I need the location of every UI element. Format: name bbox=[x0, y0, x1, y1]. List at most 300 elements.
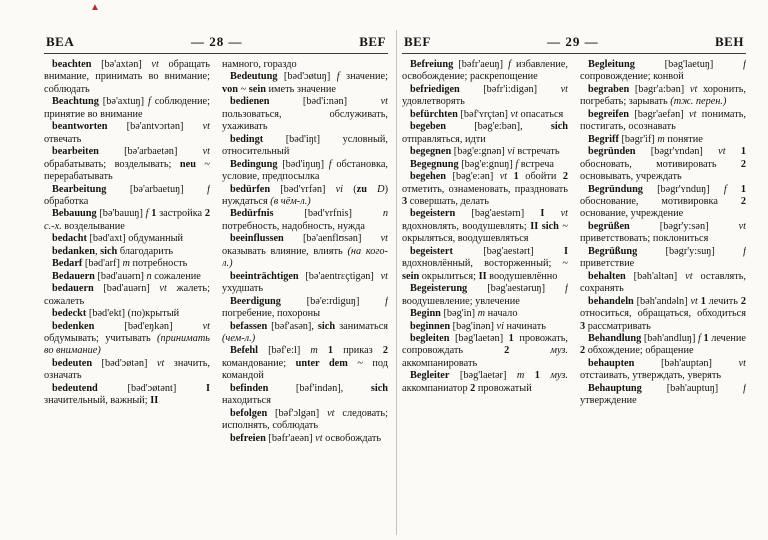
entry-segment: sich bbox=[317, 320, 336, 332]
entry-segment: f bbox=[207, 183, 210, 195]
entry-segment: ~ окрыляться, воодушевляться bbox=[402, 220, 568, 245]
entry-segment: sein bbox=[402, 270, 420, 282]
entry-segment bbox=[540, 370, 550, 381]
entry-segment: 2 bbox=[580, 345, 586, 357]
entry-segment: [bəd'auərn] bbox=[93, 283, 160, 295]
entry-segment: D bbox=[377, 183, 385, 195]
entry-segment: 1 bbox=[740, 183, 746, 195]
entry-segment: II sich bbox=[530, 220, 559, 232]
entry-segment: [bəg'e:bən], bbox=[446, 121, 551, 133]
entry-segment: [bəg'laetər] bbox=[449, 370, 517, 382]
dictionary-entry bbox=[402, 146, 568, 158]
dictionary-entry bbox=[222, 134, 388, 159]
dictionary-entry bbox=[44, 59, 210, 96]
entry-segment: Bedarf bbox=[52, 258, 83, 270]
entry-segment bbox=[727, 184, 741, 195]
entry-segment: [bəd'ʏrfən] bbox=[270, 183, 336, 195]
entry-segment: sein bbox=[248, 83, 266, 95]
entry-segment: [bəd'arf] bbox=[82, 258, 123, 270]
entry-segment: f bbox=[385, 295, 388, 307]
entry-segment: погребение, похороны bbox=[222, 308, 321, 320]
page-header-left bbox=[44, 34, 388, 54]
entry-segment: 1 bbox=[327, 345, 334, 357]
entry-segment: провожать, сопровождать bbox=[402, 332, 568, 357]
dictionary-entry bbox=[222, 96, 388, 133]
dictionary-entry bbox=[580, 146, 746, 183]
entry-segment: 3 bbox=[402, 195, 408, 207]
entry-segment: vi bbox=[496, 320, 504, 332]
entry-segment: [bəd'iŋt] условный, относительный bbox=[222, 133, 388, 158]
entry-segment: [bəh'altən] bbox=[625, 270, 686, 282]
dictionary-entry bbox=[222, 159, 388, 184]
entry-segment: приветствие bbox=[580, 258, 635, 270]
guide-word-left: BEA bbox=[46, 34, 75, 49]
entry-segment: Begriff bbox=[588, 133, 619, 145]
entry-segment: bedenken bbox=[52, 320, 95, 332]
entry-segment: begehen bbox=[410, 171, 447, 183]
entry-segment: [bəgr'ʏndən] bbox=[635, 146, 719, 158]
entry-segment: [bəd'auərn] bbox=[94, 270, 147, 282]
dictionary-entry bbox=[402, 370, 568, 395]
entry-segment: Bebauung bbox=[52, 208, 97, 220]
entry-segment: vt bbox=[327, 407, 335, 419]
entry-segment: f bbox=[743, 245, 746, 257]
entry-segment: 1 bbox=[700, 295, 706, 307]
entry-segment: sich bbox=[550, 121, 568, 133]
entry-segment: Bedauern bbox=[52, 270, 95, 282]
entry-segment bbox=[509, 345, 550, 356]
entry-segment: II bbox=[478, 270, 487, 282]
entry-segment: von bbox=[222, 83, 239, 95]
entry-segment: f bbox=[723, 183, 727, 195]
entry-segment: воодушевлённо bbox=[486, 270, 558, 282]
text-column-1 bbox=[402, 59, 568, 537]
dictionary-entry bbox=[580, 333, 746, 358]
dictionary-entry bbox=[222, 271, 388, 296]
entry-segment: пользоваться, обслуживать, ухаживать bbox=[222, 108, 388, 133]
entry-segment: основание, учреждение bbox=[580, 208, 684, 220]
text-column-2 bbox=[580, 59, 746, 537]
entry-segment: отстаивать, утверждать, уверять bbox=[580, 370, 722, 382]
text-column-1 bbox=[44, 59, 210, 537]
entry-segment: Begründung bbox=[588, 183, 643, 195]
entry-segment: 2 bbox=[740, 195, 746, 207]
entry-segment: bearbeiten bbox=[52, 146, 99, 158]
entry-segment: zu bbox=[356, 183, 367, 195]
entry-segment: bedürfen bbox=[230, 183, 271, 195]
dictionary-entry bbox=[402, 208, 568, 245]
dictionary-entry bbox=[222, 433, 388, 445]
entry-segment: I bbox=[563, 245, 568, 257]
guide-word-left: BEF bbox=[404, 34, 431, 49]
entry-segment: Begleitung bbox=[588, 59, 635, 70]
dictionary-entry bbox=[402, 109, 568, 121]
entry-segment: bedauern bbox=[52, 283, 94, 295]
page-right bbox=[402, 34, 746, 537]
entry-segment: f bbox=[743, 382, 746, 394]
entry-segment: 2 bbox=[382, 345, 388, 357]
entry-segment: behaupten bbox=[588, 357, 635, 369]
entry-segment: лечить bbox=[705, 295, 741, 307]
entry-segment: ~ под командой bbox=[222, 357, 388, 382]
entry-segment: обоснование, мотивировка bbox=[580, 195, 741, 207]
entry-segment: begrüßen bbox=[588, 220, 630, 232]
entry-segment: 1 bbox=[513, 171, 519, 183]
entry-segment: befassen bbox=[230, 320, 268, 332]
entry-segment: [bəg'aestərn] bbox=[455, 208, 541, 220]
entry-segment: m bbox=[516, 370, 525, 382]
entry-segment: [bəh'auptuŋ] bbox=[641, 382, 744, 394]
entry-segment: bedeutend bbox=[52, 382, 98, 394]
entry-segment: vt bbox=[202, 320, 210, 332]
entry-segment: begeistern bbox=[410, 208, 456, 220]
entry-segment: m bbox=[657, 133, 665, 145]
entry-segment: vt bbox=[202, 121, 210, 133]
entry-segment: совершать, делать bbox=[407, 195, 489, 207]
dictionary-entry bbox=[402, 308, 568, 320]
entry-segment: vt bbox=[202, 146, 210, 158]
entry-segment: vt bbox=[738, 357, 746, 369]
entry-segment: ) нуждаться bbox=[222, 183, 388, 207]
entry-segment: sich bbox=[100, 245, 118, 257]
entry-segment: [bə'bauuŋ] bbox=[96, 208, 146, 220]
entry-segment: 1 bbox=[508, 332, 514, 344]
dictionary-entry bbox=[402, 283, 568, 308]
entry-segment: Begegnung bbox=[410, 158, 459, 170]
entry-segment: neu bbox=[179, 158, 196, 170]
entry-segment: [bəf'e:l] bbox=[258, 345, 311, 357]
dictionary-entry bbox=[222, 321, 388, 346]
page-number: — 28 — bbox=[190, 34, 243, 49]
entry-segment: обращать внимание, принимать во внимание; соблюдать bbox=[44, 59, 210, 95]
page-number: — 29 — bbox=[547, 34, 599, 49]
text-columns bbox=[402, 59, 746, 537]
entry-segment: (на кого-л.) bbox=[222, 245, 388, 270]
entry-segment: утверждение bbox=[580, 395, 637, 407]
entry-segment: отметить, ознаменовать, праздновать bbox=[402, 183, 568, 195]
entry-segment: следовать; исполнять, соблюдать bbox=[222, 407, 388, 432]
entry-segment: beachten bbox=[52, 59, 92, 70]
dictionary-entry bbox=[222, 296, 388, 321]
dictionary-entry bbox=[402, 59, 568, 84]
entry-segment: вдохновлённый, восторженный; ~ bbox=[402, 258, 568, 270]
dictionary-entry bbox=[580, 221, 746, 246]
entry-segment: beantworten bbox=[52, 121, 108, 133]
entry-segment: [bəg'aestərt] bbox=[452, 245, 564, 257]
entry-segment: vt bbox=[380, 233, 388, 245]
entry-segment: [bəgr'y:sən] bbox=[629, 220, 739, 232]
dictionary-entry bbox=[402, 84, 568, 109]
entry-segment: вдохновлять, воодушевлять; bbox=[402, 220, 531, 232]
entry-segment: f bbox=[565, 283, 568, 295]
entry-segment: 2 bbox=[204, 208, 210, 220]
entry-segment: Begleiter bbox=[410, 370, 450, 382]
entry-segment: [bəh'auptən] bbox=[634, 357, 739, 369]
entry-segment: обхождение; обращение bbox=[585, 345, 694, 357]
entry-segment: обосновать, мотивировать bbox=[580, 158, 741, 170]
entry-segment: f bbox=[743, 59, 746, 70]
entry-segment: командование; bbox=[222, 357, 296, 369]
entry-segment: удовлетворять bbox=[402, 96, 465, 108]
entry-segment: [bəg'laetuŋ] bbox=[634, 59, 744, 70]
entry-segment: [bəg'aestəruŋ] bbox=[467, 283, 566, 295]
entry-segment: f bbox=[697, 332, 701, 344]
entry-segment: n bbox=[146, 270, 152, 282]
dictionary-entry bbox=[222, 408, 388, 433]
entry-segment: обойти bbox=[518, 171, 563, 183]
entry-segment bbox=[726, 146, 741, 157]
entry-segment: потребность bbox=[129, 258, 188, 270]
entry-segment: 1 bbox=[534, 370, 540, 382]
entry-segment: befriedigen bbox=[410, 83, 460, 95]
dictionary-entry bbox=[580, 134, 746, 146]
entry-segment: [bəf'indən], bbox=[268, 382, 371, 394]
entry-segment: m bbox=[477, 308, 486, 320]
dictionary-entry bbox=[580, 246, 746, 271]
entry-segment: [bəfr'aeən] bbox=[265, 432, 316, 444]
entry-segment: [bəg'laetən] bbox=[449, 332, 509, 344]
entry-segment: Behandlung bbox=[588, 332, 642, 344]
entry-segment: behalten bbox=[588, 270, 626, 282]
entry-segment: [bəgr'y:suŋ] bbox=[637, 245, 744, 257]
entry-segment: [bəd'i:nən] bbox=[269, 96, 381, 108]
dictionary-entry bbox=[402, 333, 568, 370]
entry-segment: [bə'axtuŋ] bbox=[98, 96, 148, 108]
entry-segment: beeinflussen bbox=[230, 233, 284, 245]
entry-segment: провожатый bbox=[475, 382, 532, 394]
dictionary-entry bbox=[44, 208, 210, 233]
entry-segment: окрылиться; bbox=[419, 270, 479, 282]
entry-segment: аккомпанировать bbox=[402, 357, 478, 369]
entry-segment bbox=[318, 345, 328, 356]
entry-segment: n bbox=[382, 208, 388, 220]
dictionary-entry bbox=[44, 258, 210, 270]
dictionary-entry bbox=[402, 321, 568, 333]
entry-segment: begründen bbox=[588, 146, 636, 158]
entry-segment: 1 bbox=[740, 146, 746, 158]
entry-segment: соблюдение; принятие во внимание bbox=[44, 96, 210, 120]
entry-segment: Beerdigung bbox=[230, 295, 281, 307]
entry-segment: m bbox=[122, 258, 130, 270]
entry-segment: f bbox=[515, 158, 519, 170]
dictionary-entry bbox=[222, 184, 388, 209]
entry-segment: [bəd'ʏrfnis] bbox=[273, 208, 383, 220]
entry-segment: Beginn bbox=[410, 308, 441, 320]
entry-segment: освобождать bbox=[322, 432, 382, 444]
page-header-right bbox=[402, 34, 746, 54]
entry-segment: основывать, учреждать bbox=[580, 171, 682, 183]
entry-segment: обдумывать; учитывать bbox=[44, 332, 158, 344]
entry-segment: Bedingung bbox=[230, 158, 278, 170]
entry-segment: благодарить bbox=[117, 245, 174, 257]
entry-segment: ~ bbox=[238, 83, 249, 95]
entry-segment: vt bbox=[156, 357, 165, 369]
entry-segment: begraben bbox=[588, 83, 630, 95]
dictionary-entry bbox=[44, 321, 210, 358]
entry-segment: 2 bbox=[740, 158, 746, 170]
entry-segment: с.-х. bbox=[44, 220, 62, 232]
entry-segment: муз. bbox=[550, 345, 568, 357]
entry-segment: 1 bbox=[151, 208, 157, 220]
entry-segment: хоронить, погребать; зарывать bbox=[580, 83, 746, 108]
entry-segment: обрабатывать; возделывать; bbox=[44, 158, 180, 170]
entry-segment bbox=[544, 208, 560, 219]
entry-segment: находиться bbox=[222, 395, 271, 407]
entry-segment: лечение bbox=[708, 332, 746, 344]
entry-segment: воодушевление; увлечение bbox=[402, 295, 520, 307]
entry-segment: оказывать влияние, влиять bbox=[222, 245, 348, 257]
entry-segment: [bəh'andluŋ] bbox=[641, 332, 698, 344]
entry-segment: ( bbox=[343, 183, 357, 195]
entry-segment: муз. bbox=[550, 370, 568, 382]
entry-segment: возделывание bbox=[61, 220, 125, 232]
entry-segment: sich bbox=[370, 382, 388, 394]
entry-segment: заниматься bbox=[335, 320, 388, 332]
entry-segment: vt bbox=[738, 220, 746, 232]
entry-segment: Begrüßung bbox=[588, 245, 638, 257]
entry-segment: [bə'aentrɛçtigən] bbox=[298, 270, 381, 282]
entry-segment: begeben bbox=[410, 121, 447, 133]
entry-segment: Beachtung bbox=[52, 96, 99, 108]
dictionary-entry bbox=[44, 233, 210, 245]
page-gutter-divider bbox=[396, 30, 397, 535]
entry-segment: beginnen bbox=[410, 320, 451, 332]
entry-segment: vt bbox=[560, 208, 568, 220]
entry-segment: [bəd'ekt] (по)крытый bbox=[86, 308, 180, 320]
entry-segment: , bbox=[94, 245, 101, 257]
entry-segment: потребность, надобность, нужда bbox=[222, 220, 365, 232]
entry-segment: vi bbox=[507, 146, 515, 158]
entry-segment: приказ bbox=[333, 345, 383, 357]
dictionary-entry bbox=[222, 59, 388, 71]
entry-segment: аккомпаниатор bbox=[402, 382, 471, 394]
entry-segment: begreifen bbox=[588, 108, 629, 120]
entry-segment: опасаться bbox=[517, 108, 564, 120]
entry-segment: [bəf'ʏrçtən] bbox=[457, 108, 511, 120]
entry-segment: Befehl bbox=[230, 345, 259, 357]
dictionary-entry bbox=[44, 283, 210, 308]
dictionary-entry bbox=[44, 121, 210, 146]
entry-segment: значить, означать bbox=[44, 357, 210, 382]
entry-segment: [bə'arbaetuŋ] bbox=[106, 183, 208, 195]
dictionary-entry bbox=[402, 246, 568, 283]
entry-segment: [bəd'iŋuŋ] bbox=[277, 158, 329, 170]
entry-segment: [bə'axtən] bbox=[91, 59, 152, 70]
entry-segment: ухудшать bbox=[222, 283, 264, 295]
entry-segment: f bbox=[145, 208, 149, 220]
entry-segment: [bəd'eŋkən] bbox=[94, 320, 203, 332]
entry-segment: [bəd'ɔøtuŋ] bbox=[277, 71, 337, 83]
entry-segment: встреча bbox=[518, 158, 555, 170]
entry-segment: обработка bbox=[44, 195, 89, 207]
entry-segment: 2 bbox=[504, 345, 510, 357]
entry-segment: [bəg'e:ən] bbox=[446, 171, 500, 183]
entry-segment: начинать bbox=[503, 320, 546, 332]
entry-segment: beeinträchtigen bbox=[230, 270, 299, 282]
entry-segment: [bəgr'if] bbox=[618, 133, 658, 145]
entry-segment: (тж. перен.) bbox=[670, 96, 727, 108]
entry-segment: vt bbox=[380, 96, 388, 108]
entry-segment: begleiten bbox=[410, 332, 450, 344]
entry-segment: vt bbox=[718, 146, 726, 158]
entry-segment: befolgen bbox=[230, 407, 268, 419]
entry-segment: намного, гораздо bbox=[222, 59, 297, 70]
dictionary-entry bbox=[44, 358, 210, 383]
dictionary-entry bbox=[44, 383, 210, 408]
text-columns bbox=[44, 59, 388, 537]
dictionary-entry bbox=[44, 184, 210, 209]
entry-segment: [bəf'ɔlgən] bbox=[267, 407, 328, 419]
dictionary-entry bbox=[222, 233, 388, 270]
entry-segment: I bbox=[540, 208, 545, 220]
dictionary-entry bbox=[580, 84, 746, 109]
dictionary-entry bbox=[222, 208, 388, 233]
entry-segment: bedeckt bbox=[52, 308, 87, 320]
entry-segment: значение; bbox=[339, 71, 388, 83]
dictionary-entry bbox=[402, 121, 568, 146]
entry-segment: оставлять, сохранять bbox=[580, 270, 746, 295]
entry-segment: [bə'aenflʊsən] bbox=[283, 233, 381, 245]
dictionary-entry bbox=[580, 59, 746, 84]
entry-segment: 2 bbox=[562, 171, 568, 183]
entry-segment: begeistert bbox=[410, 245, 453, 257]
entry-segment: приветствовать; поклониться bbox=[580, 233, 709, 245]
entry-segment: [bəfr'i:digən] bbox=[459, 83, 561, 95]
entry-segment: vt bbox=[689, 83, 698, 95]
entry-segment: [bəg'e:gnən] bbox=[451, 146, 508, 158]
entry-segment: Begeisterung bbox=[410, 283, 468, 295]
entry-segment: начало bbox=[485, 308, 518, 320]
text-column-2 bbox=[222, 59, 388, 537]
entry-segment: vt bbox=[159, 283, 167, 295]
dictionary-entry bbox=[580, 383, 746, 408]
entry-segment: vi bbox=[335, 183, 344, 195]
entry-segment: обстановка, условие, предпосылка bbox=[222, 158, 388, 183]
entry-segment: [bəd'ɔøtən] bbox=[92, 357, 157, 369]
entry-segment: [bəgr'a:bən] bbox=[629, 83, 690, 95]
dictionary-entry bbox=[222, 71, 388, 96]
entry-segment: vt bbox=[499, 171, 508, 183]
dictionary-entry bbox=[44, 308, 210, 320]
entry-segment: befreien bbox=[230, 432, 266, 444]
entry-segment: vt bbox=[151, 59, 159, 70]
dictionary-entry bbox=[44, 246, 210, 258]
entry-segment: относиться, обращаться, обходиться bbox=[580, 308, 746, 320]
entry-segment bbox=[524, 370, 534, 381]
entry-segment: vt bbox=[690, 295, 698, 307]
entry-segment: 2 bbox=[740, 295, 746, 307]
entry-segment: vt bbox=[689, 108, 697, 120]
entry-segment: Bedeutung bbox=[230, 71, 278, 83]
dictionary-entry bbox=[580, 109, 746, 134]
entry-segment: [bəh'andəln] bbox=[633, 295, 691, 307]
entry-segment: f bbox=[336, 71, 340, 83]
entry-segment: vt bbox=[685, 270, 693, 282]
entry-segment: I bbox=[205, 382, 210, 394]
dictionary-entry bbox=[44, 146, 210, 183]
entry-segment: встречать bbox=[514, 146, 560, 158]
entry-segment: рассматривать bbox=[585, 320, 651, 332]
entry-segment: [bəd'axt] обдуманный bbox=[86, 233, 184, 245]
dictionary-entry bbox=[402, 171, 568, 208]
entry-segment: Behauptung bbox=[588, 382, 642, 394]
entry-segment: ~ перерабатывать bbox=[44, 158, 210, 183]
entry-segment: значительный, важный; bbox=[44, 395, 151, 407]
dictionary-entry bbox=[580, 296, 746, 333]
entry-segment: Befreiung bbox=[410, 59, 454, 70]
dictionary-entry bbox=[402, 159, 568, 171]
entry-segment: Bearbeitung bbox=[52, 183, 107, 195]
